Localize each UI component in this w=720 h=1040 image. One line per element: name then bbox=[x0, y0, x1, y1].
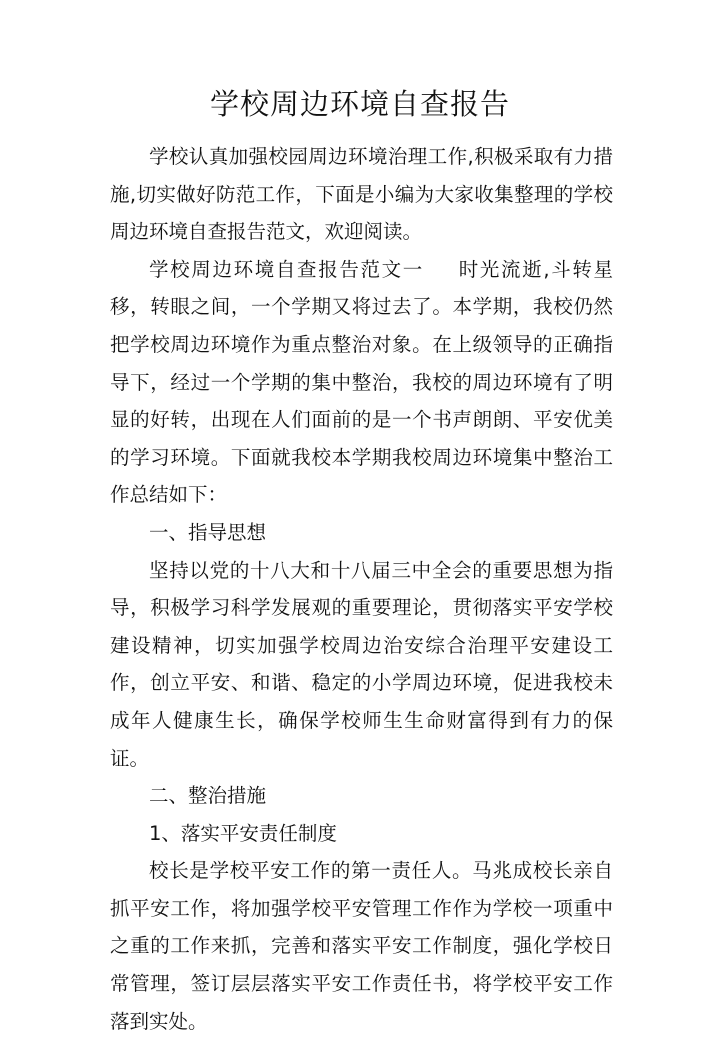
guiding-ideology-paragraph: 坚持以党的十八大和十八届三中全会的重要思想为指导，积极学习科学发展观的重要理论，贯彻落实平安学校建设精神，切实加强学校周边治安综合治理平安建设工作，创立平安、和谐、稳定的小学周边环境，促进我校未成年人健康生长，确保学校师生生命财富得到有力的保证。 bbox=[110, 558, 613, 770]
document-title: 学校周边环境自查报告 bbox=[209, 87, 510, 121]
section-paragraph bbox=[110, 251, 613, 514]
safety-responsibility-paragraph: 校长是学校平安工作的第一责任人。马兆成校长亲自抓平安工作，将加强学校平安管理工作作为学校一项重中之重的工作来抓，完善和落实平安工作制度，强化学校日常管理，签订层层落实平安工作责任书，将学校平安工作落到实处。 bbox=[110, 859, 613, 1033]
intro-paragraph: 学校认真加强校园周边环境治理工作,积极采取有力措施,切实做好防范工作，下面是小编为大家收集整理的学校周边环境自查报告范文，欢迎阅读。 bbox=[110, 145, 613, 244]
heading-guiding-ideology: 一、指导思想 bbox=[149, 520, 267, 544]
heading-rectification-measures: 二、整治措施 bbox=[149, 784, 267, 808]
section-text: 时光流逝,斗转星移，转眼之间，一个学期又将过去了。本学期，我校仍然把学校周边环境作为重点整治对象。在上级领导的正确指导下，经过一个学期的集中整治，我校的周边环境有了明显的好转，出现在人们面前的是一个书声朗朗、平安优美的学习环境。下面就我校本学期我校周边环境集中整治工作总结如下： bbox=[110, 257, 613, 507]
document-body bbox=[110, 138, 613, 1040]
subheading-safety-responsibility: 1、落实平安责任制度 bbox=[149, 821, 337, 845]
section-label: 学校周边环境自查报告范文一 bbox=[149, 257, 424, 281]
